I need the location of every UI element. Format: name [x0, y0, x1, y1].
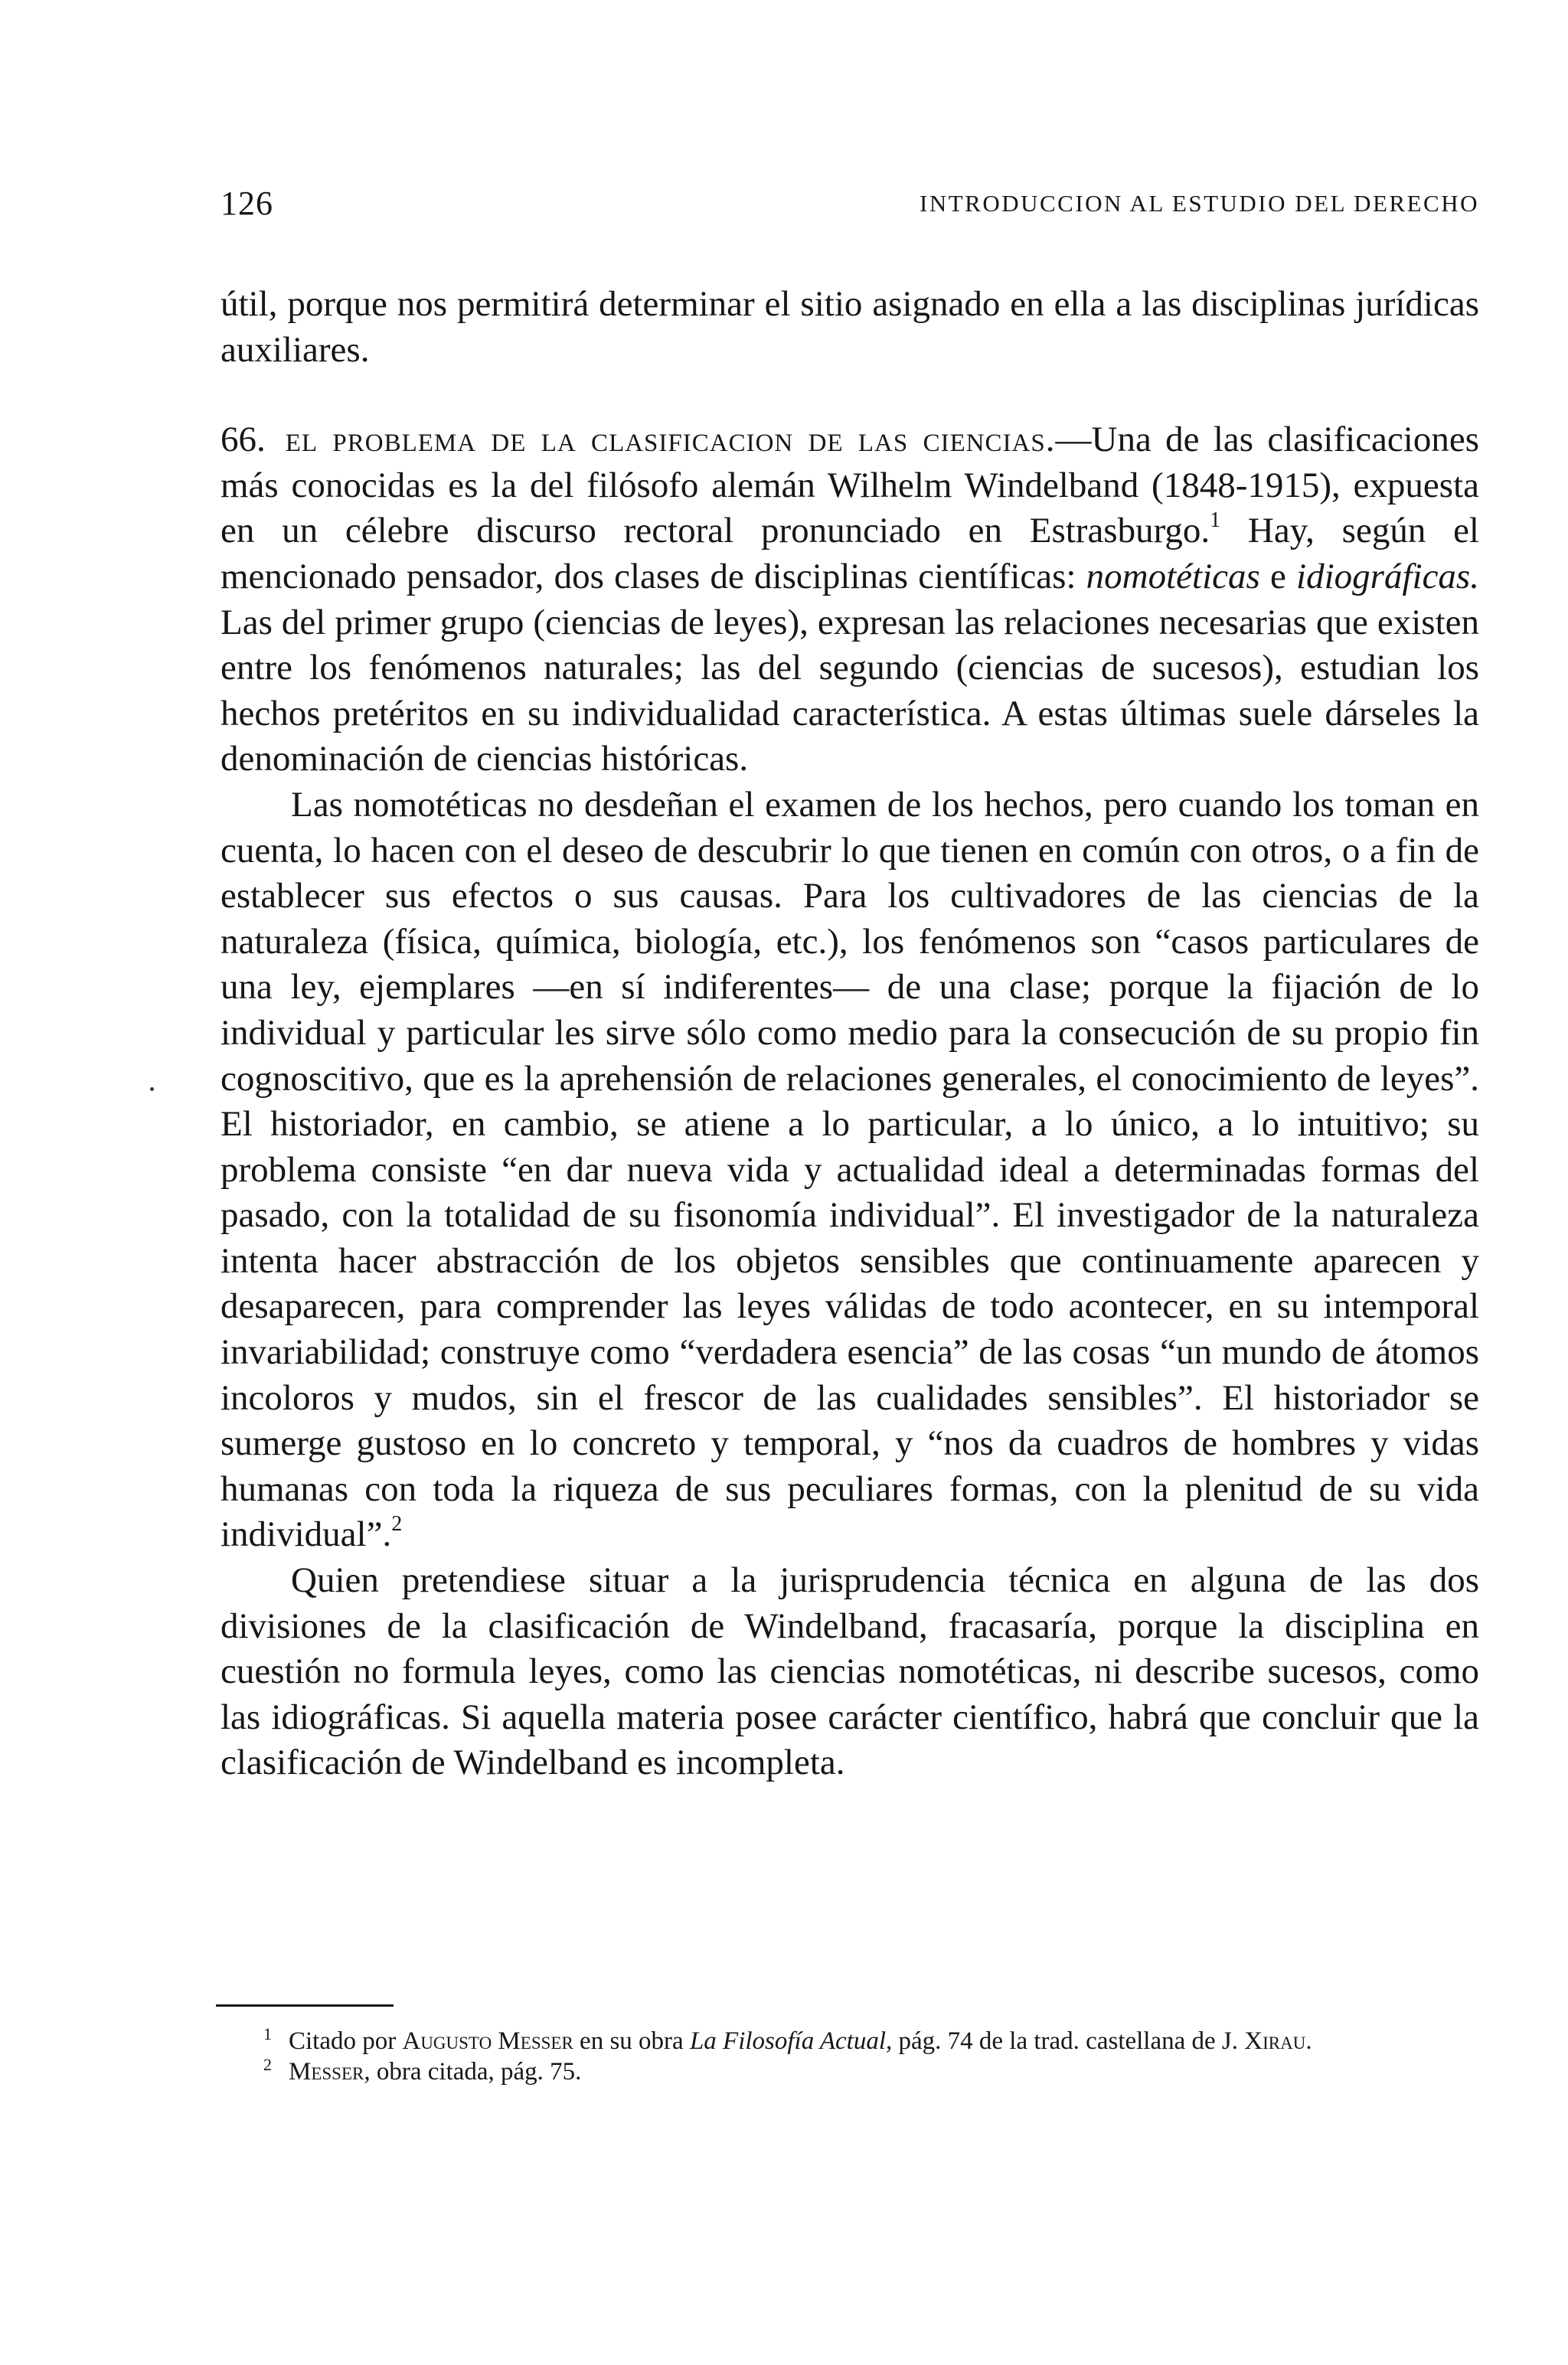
- paragraph: [220, 782, 1479, 1558]
- footnote-text: Citado por: [289, 2027, 403, 2055]
- scan-speck: [150, 1087, 154, 1091]
- author-name: Messer: [289, 2058, 364, 2086]
- book-title: La Filosofía Actual,: [689, 2027, 893, 2055]
- term-idiograficas: idiográficas.: [1296, 556, 1479, 596]
- body-text: [220, 282, 1479, 1786]
- running-head: INTRODUCCION AL ESTUDIO DEL DERECHO: [920, 190, 1479, 217]
- paragraph: [220, 1558, 1479, 1786]
- footnote-text: , obra citada, pág. 75.: [364, 2058, 582, 2086]
- section-number: 66.: [220, 420, 266, 460]
- paragraph-text: Las del primer grupo (ciencias de leyes), expresan las relaciones necesarias que existen entre los fenómenos naturales; las del segundo (ciencias de sucesos), estudian los hechos pretéritos en su individualidad característica. A estas últimas suele dárseles la denominación de ciencias históricas.: [220, 602, 1479, 779]
- paragraph-text: —Una de las clasificaciones más conocidas es la del filósofo alemán Wilhelm Windelband (1848-1915), expuesta en un célebre discurso rectoral pronunciado en Estrasburgo.: [220, 420, 1479, 551]
- author-name: Augusto Messer: [402, 2027, 573, 2055]
- footnote-ref-1[interactable]: 1: [1210, 508, 1221, 533]
- paragraph-text: e: [1259, 556, 1297, 596]
- page-header: [220, 184, 1479, 230]
- footnote-ref-2[interactable]: 2: [391, 1512, 403, 1537]
- footnote-2: [220, 2056, 1479, 2087]
- footnote-text: .: [1305, 2027, 1312, 2055]
- term-nomoteticas: nomotéticas: [1086, 556, 1260, 596]
- translator-name: J. Xirau: [1221, 2027, 1306, 2055]
- paragraph-text: útil, porque nos permitirá determinar el sitio asignado en ella a las disciplinas jurídicas auxiliares.: [220, 284, 1479, 370]
- paragraph-text: Quien pretendiese situar a la jurisprudencia técnica en alguna de las dos divisiones de la clasificación de Windelband, fracasaría, porque la disciplina en cuestión no formula leyes, como las ciencias nomotéticas, ni describe sucesos, como las idiográficas. Si aquella materia posee carácter científico, habrá que concluir que la clasificación de Windelband es incompleta.: [220, 1560, 1479, 1783]
- footnote-text: pág. 74 de la trad. castellana de: [892, 2027, 1222, 2055]
- footnote-mark: 1: [263, 2024, 272, 2043]
- footnote-mark: 2: [263, 2055, 272, 2074]
- paragraph-text: Hay, según el mencionado pensador, dos clases de disciplinas científicas:: [220, 511, 1479, 596]
- paragraph-text: Las nomotéticas no desdeñan el examen de los hechos, pero cuando los toman en cuenta, lo hacen con el deseo de descubrir lo que tienen en común con otros, o a fin de establecer sus efectos o sus causas. Para los cultivadores de las ciencias de la naturaleza (física, química, biología, etc.), los fenómenos son “casos particulares de una ley, ejemplares —en sí indiferentes— de una clase; porque la fijación de lo individual y particular les sirve sólo como medio para la consecución de su propio fin cognoscitivo, que es la aprehensión de relaciones generales, el conocimiento de leyes”. El historiador, en cambio, se atiene a lo particular, a lo único, a lo intuitivo; su problema consiste “en dar nueva vida y actualidad ideal a determinadas formas del pasado, con la totalidad de su fisonomía individual”. El investigador de la naturaleza intenta hacer abstracción de los objetos sensibles que continuamente aparecen y desaparecen, para comprender las leyes válidas de todo acontecer, en su intemporal invariabilidad; construye como “verdadera esencia” de las cosas “un mundo de átomos incoloros y mudos, sin el frescor de las cualidades sensibles”. El historiador se sumerge gustoso en lo concreto y temporal, y “nos da cuadros de hombres y vidas humanas con toda la riqueza de sus peculiares formas, con la plenitud de su vida individual”.: [220, 784, 1479, 1555]
- section-paragraph: [220, 417, 1479, 782]
- footnote-1: [220, 2026, 1479, 2056]
- page-number: 126: [220, 185, 273, 222]
- footnote-text: en su obra: [573, 2027, 690, 2055]
- paragraph-continuation: [220, 282, 1479, 373]
- footnote-divider: [216, 2004, 394, 2007]
- footnotes: [220, 2026, 1479, 2087]
- section-title: el problema de la clasificacion de las ciencias.: [285, 420, 1056, 460]
